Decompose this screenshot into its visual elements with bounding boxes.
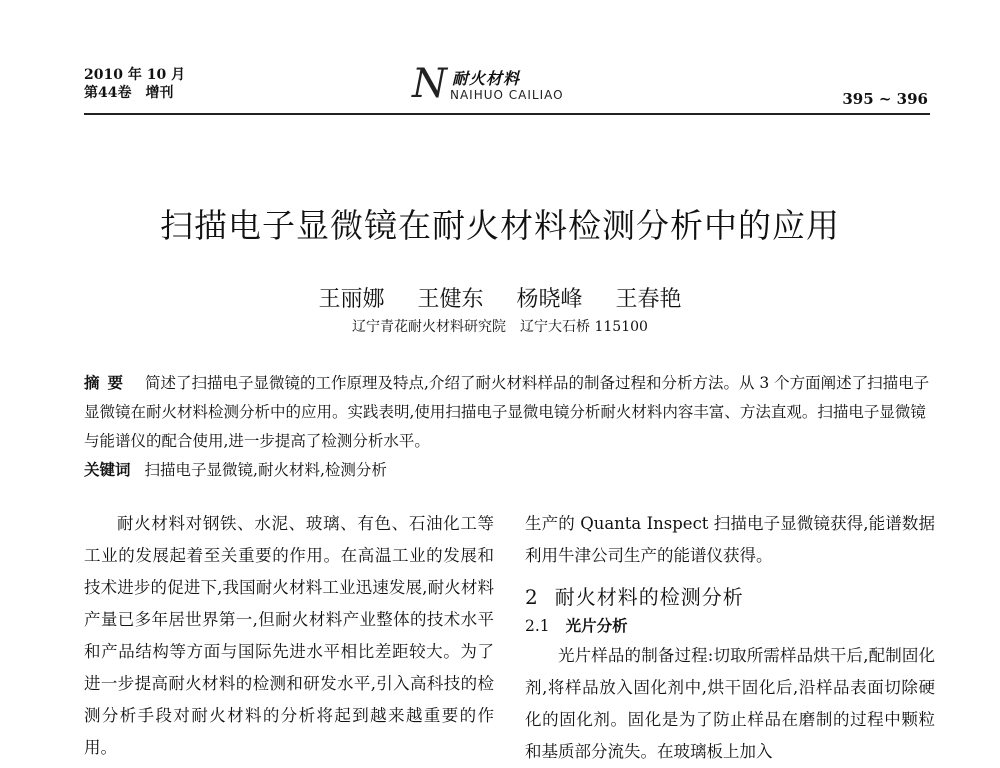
author: 杨晓峰 xyxy=(516,287,583,312)
issue-volume: 第44卷 增刊 xyxy=(84,85,174,101)
keywords xyxy=(84,456,387,485)
affiliation: 辽宁青花耐火材料研究院 辽宁大石桥 115100 xyxy=(352,319,648,335)
section-number: 2 xyxy=(525,585,539,609)
author: 王健东 xyxy=(417,287,484,312)
section-heading xyxy=(525,582,935,612)
author-list xyxy=(0,282,1000,313)
section-title: 耐火材料的检测分析 xyxy=(554,585,744,609)
issue-date: 2010 年 10 月 xyxy=(84,67,186,83)
author: 王春艳 xyxy=(615,287,682,312)
section-paragraph: 光片样品的制备过程:切取所需样品烘干后,配制固化剂,将样品放入固化剂中,烘干固化后,沿样品表面切除硬化的固化剂。固化是为了防止样品在磨制的过程中颗粒和基质部分流失。在玻璃板上加入 xyxy=(525,646,935,761)
abstract-text: 简述了扫描电子显微镜的工作原理及特点,介绍了耐火材料样品的制备过程和分析方法。从 3 个方面阐述了扫描电子显微镜在耐火材料检测分析中的应用。实践表明,使用扫描电子显微电镜分析耐火材料内容丰富、方法直观。扫描电子显微镜与能谱仪的配合使用,进一步提高了检测分析水平。 xyxy=(84,374,930,450)
page-range: 395 ~ 396 xyxy=(842,90,928,108)
body-left-column xyxy=(84,508,494,764)
keywords-label: 关键词 xyxy=(84,461,131,479)
header-rule xyxy=(84,113,930,115)
journal-logo xyxy=(412,60,592,110)
abstract-label: 摘要 xyxy=(84,374,132,392)
keywords-text: 扫描电子显微镜,耐火材料,检测分析 xyxy=(144,461,387,479)
journal-issue-info xyxy=(84,66,185,102)
abstract xyxy=(84,369,936,456)
paper-title: 扫描电子显微镜在耐火材料检测分析中的应用 xyxy=(160,206,840,245)
subsection-number: 2.1 xyxy=(525,617,550,635)
journal-logo-script-letter: N xyxy=(412,61,447,107)
body-right-column xyxy=(525,508,935,768)
continuation-paragraph: 生产的 Quanta Inspect 扫描电子显微镜获得,能谱数据利用牛津公司生产的能谱仪获得。 xyxy=(525,514,935,565)
journal-name-en: NAIHUO CAILIAO xyxy=(450,88,564,102)
journal-name-cn: 耐火材料 xyxy=(452,69,521,88)
subsection-title: 光片分析 xyxy=(565,617,628,635)
subsection-heading xyxy=(525,612,935,640)
intro-paragraph: 耐火材料对钢铁、水泥、玻璃、有色、石油化工等工业的发展起着至关重要的作用。在高温工业的发展和技术进步的促进下,我国耐火材料工业迅速发展,耐火材料产量已多年居世界第一,但耐火材料产业整体的技术水平和产品结构等方面与国际先进水平相比差距较大。为了进一步提高耐火材料的检测和研发水平,引入高科技的检测分析手段对耐火材料的分析将起到越来越重要的作用。 xyxy=(84,514,494,757)
author: 王丽娜 xyxy=(318,287,385,312)
